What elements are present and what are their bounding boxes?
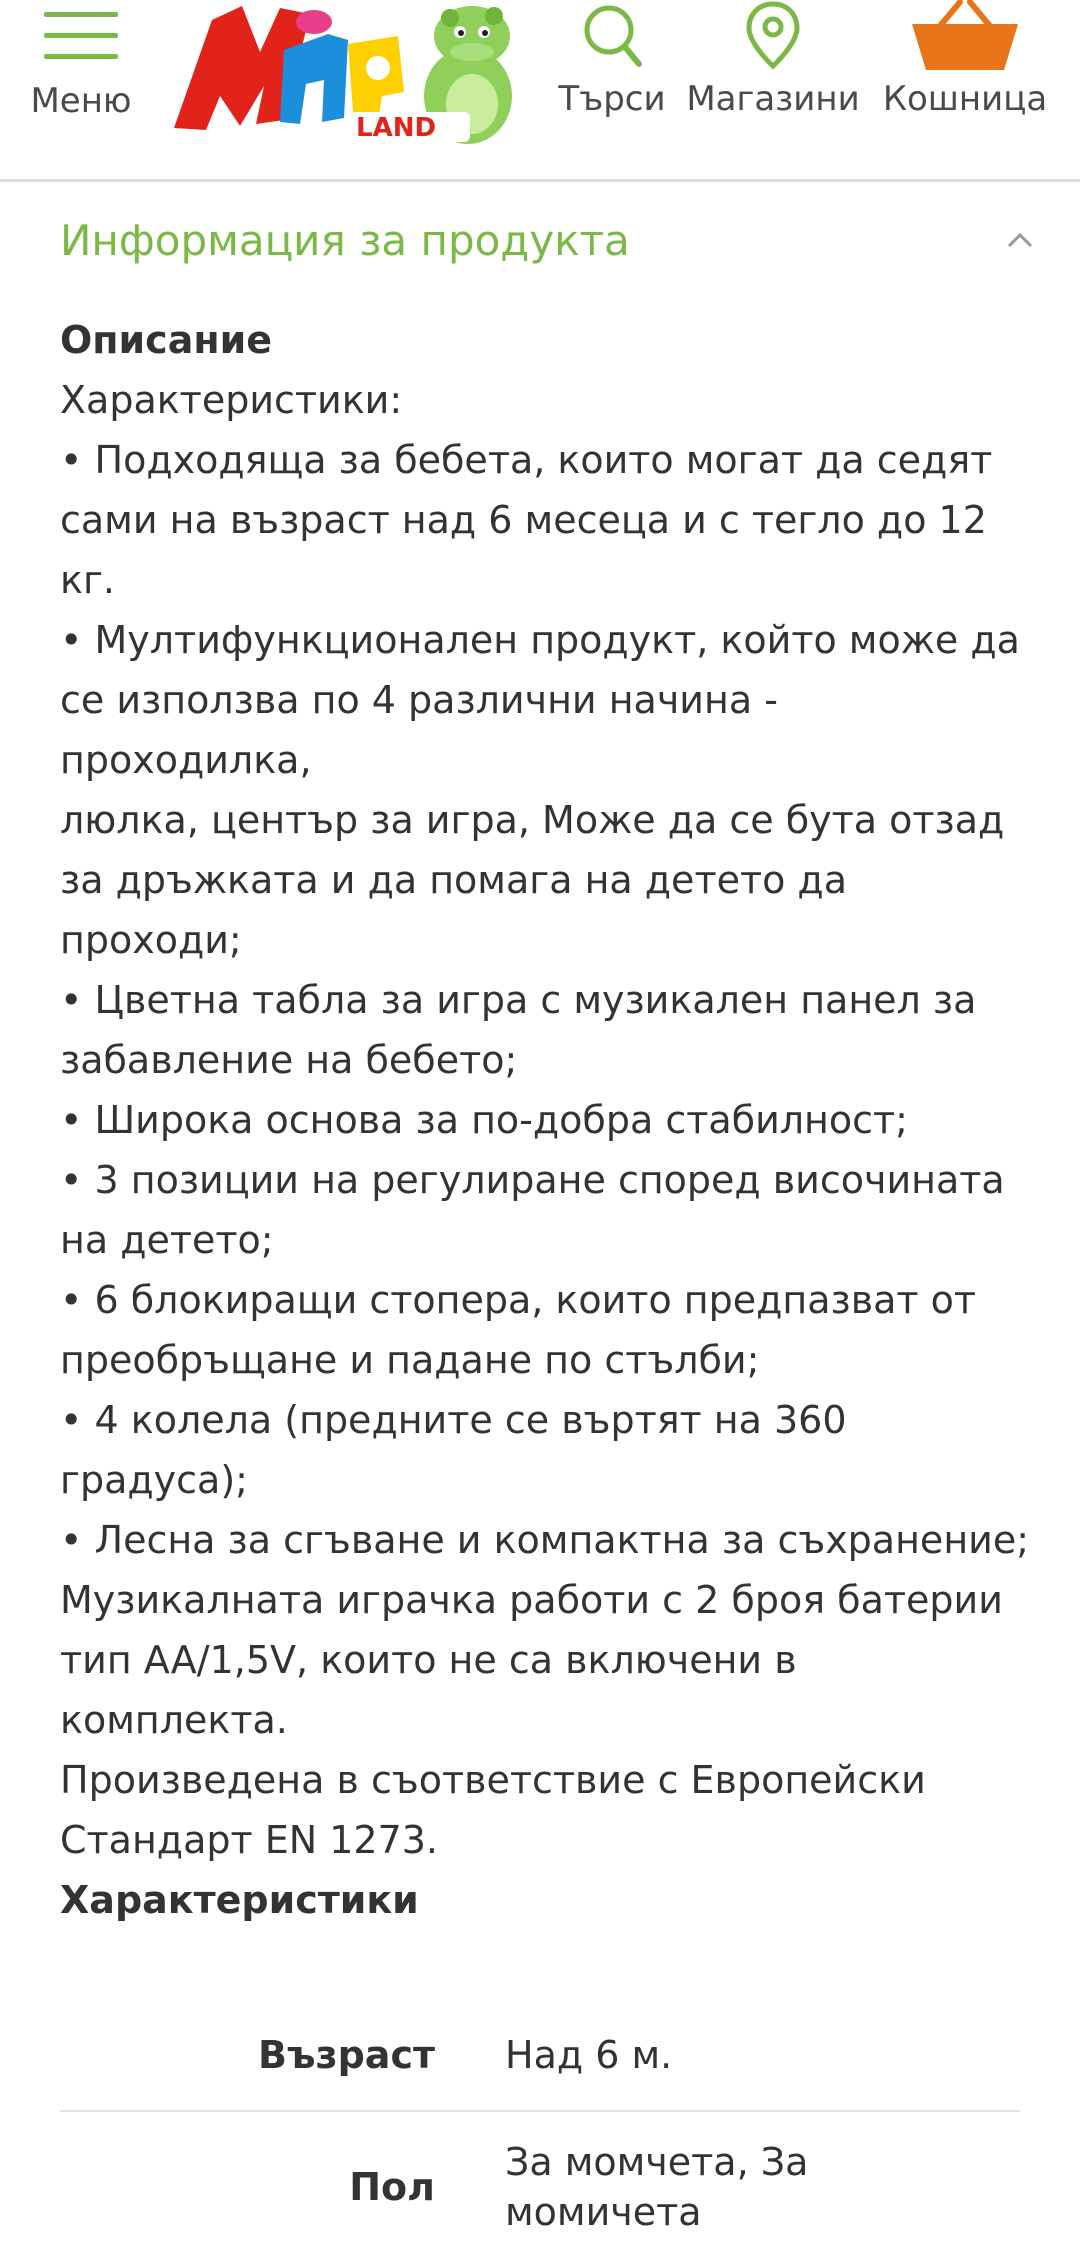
- spec-key-gender: Пол: [349, 2165, 435, 2209]
- spec-value-line: Над 6 м.: [505, 2033, 673, 2077]
- description-line: сами на възраст над 6 месеца и с тегло до 12: [60, 498, 987, 542]
- description-line: градуса);: [60, 1458, 248, 1502]
- hippoland-logo-icon: [172, 0, 532, 148]
- description-line: се използва по 4 различни начина - проходилка,: [60, 678, 778, 782]
- description-line: • Мултифункционален продукт, който може да: [60, 618, 1020, 662]
- menu-button[interactable]: [26, 10, 136, 121]
- description-line: тип AA/1,5V, които не са включени в: [60, 1638, 797, 1682]
- description-line: Музикалната играчка работи с 2 броя батерии: [60, 1578, 1003, 1622]
- search-button[interactable]: [558, 0, 666, 119]
- description-line: • 3 позиции на регулиране според височината: [60, 1158, 1005, 1202]
- description-line: • 6 блокиращи стопера, които предпазват от: [60, 1278, 977, 1322]
- description-line: преобръщане и падане по стълби;: [60, 1338, 760, 1382]
- product-description: [60, 310, 1030, 1870]
- stores-button[interactable]: [686, 0, 860, 119]
- description-line: комплекта.: [60, 1698, 288, 1742]
- table-row: [60, 2112, 1020, 2262]
- description-line: Стандарт EN 1273.: [60, 1818, 438, 1862]
- spec-value-line: момичета: [505, 2190, 702, 2234]
- description-line: кг.: [60, 558, 115, 602]
- spec-value-line: За момчета, За: [505, 2140, 809, 2184]
- description-line: на детето;: [60, 1218, 274, 1262]
- spec-value-age: [505, 2030, 1020, 2080]
- description-line: Характеристики:: [60, 378, 403, 422]
- site-header: [0, 0, 1080, 182]
- basket-icon: [910, 0, 1020, 70]
- cart-label: Кошница: [882, 79, 1048, 119]
- description-line: забавление на бебето;: [60, 1038, 518, 1082]
- spec-value-gender: [505, 2137, 1020, 2237]
- stores-label: Магазини: [686, 79, 860, 119]
- site-logo[interactable]: [172, 0, 532, 148]
- description-line: Произведена в съответствие с Европейски: [60, 1758, 926, 1802]
- spec-key-age: Възраст: [258, 2033, 435, 2077]
- search-icon: [581, 0, 643, 70]
- description-line: проходи;: [60, 918, 242, 962]
- characteristics-table: [60, 2000, 1020, 2262]
- description-line: за дръжката и да помага на детето да: [60, 858, 847, 902]
- chevron-up-icon: [1000, 220, 1040, 260]
- characteristics-heading: Характеристики: [60, 1878, 419, 1922]
- map-pin-icon: [745, 0, 801, 70]
- description-line: • Цветна табла за игра с музикален панел за: [60, 978, 977, 1022]
- cart-button[interactable]: [882, 0, 1048, 119]
- table-row: [60, 2000, 1020, 2112]
- logo-subtext: LAND: [356, 113, 437, 143]
- description-line: • Широка основа за по-добра стабилност;: [60, 1098, 908, 1142]
- description-line: • Подходяща за бебета, които могат да седят: [60, 438, 993, 482]
- menu-label: Меню: [30, 81, 132, 121]
- search-label: Търси: [558, 79, 666, 119]
- description-line: люлка, център за игра, Може да се бута отзад: [60, 798, 1005, 842]
- hamburger-menu-icon: [44, 12, 118, 60]
- product-info-title: Информация за продукта: [60, 215, 630, 265]
- description-line: • 4 колела (предните се въртят на 360: [60, 1398, 847, 1442]
- description-heading: Описание: [60, 318, 273, 362]
- description-line: • Лесна за сгъване и компактна за съхранение;: [60, 1518, 1030, 1562]
- product-info-accordion-toggle[interactable]: [60, 210, 1040, 270]
